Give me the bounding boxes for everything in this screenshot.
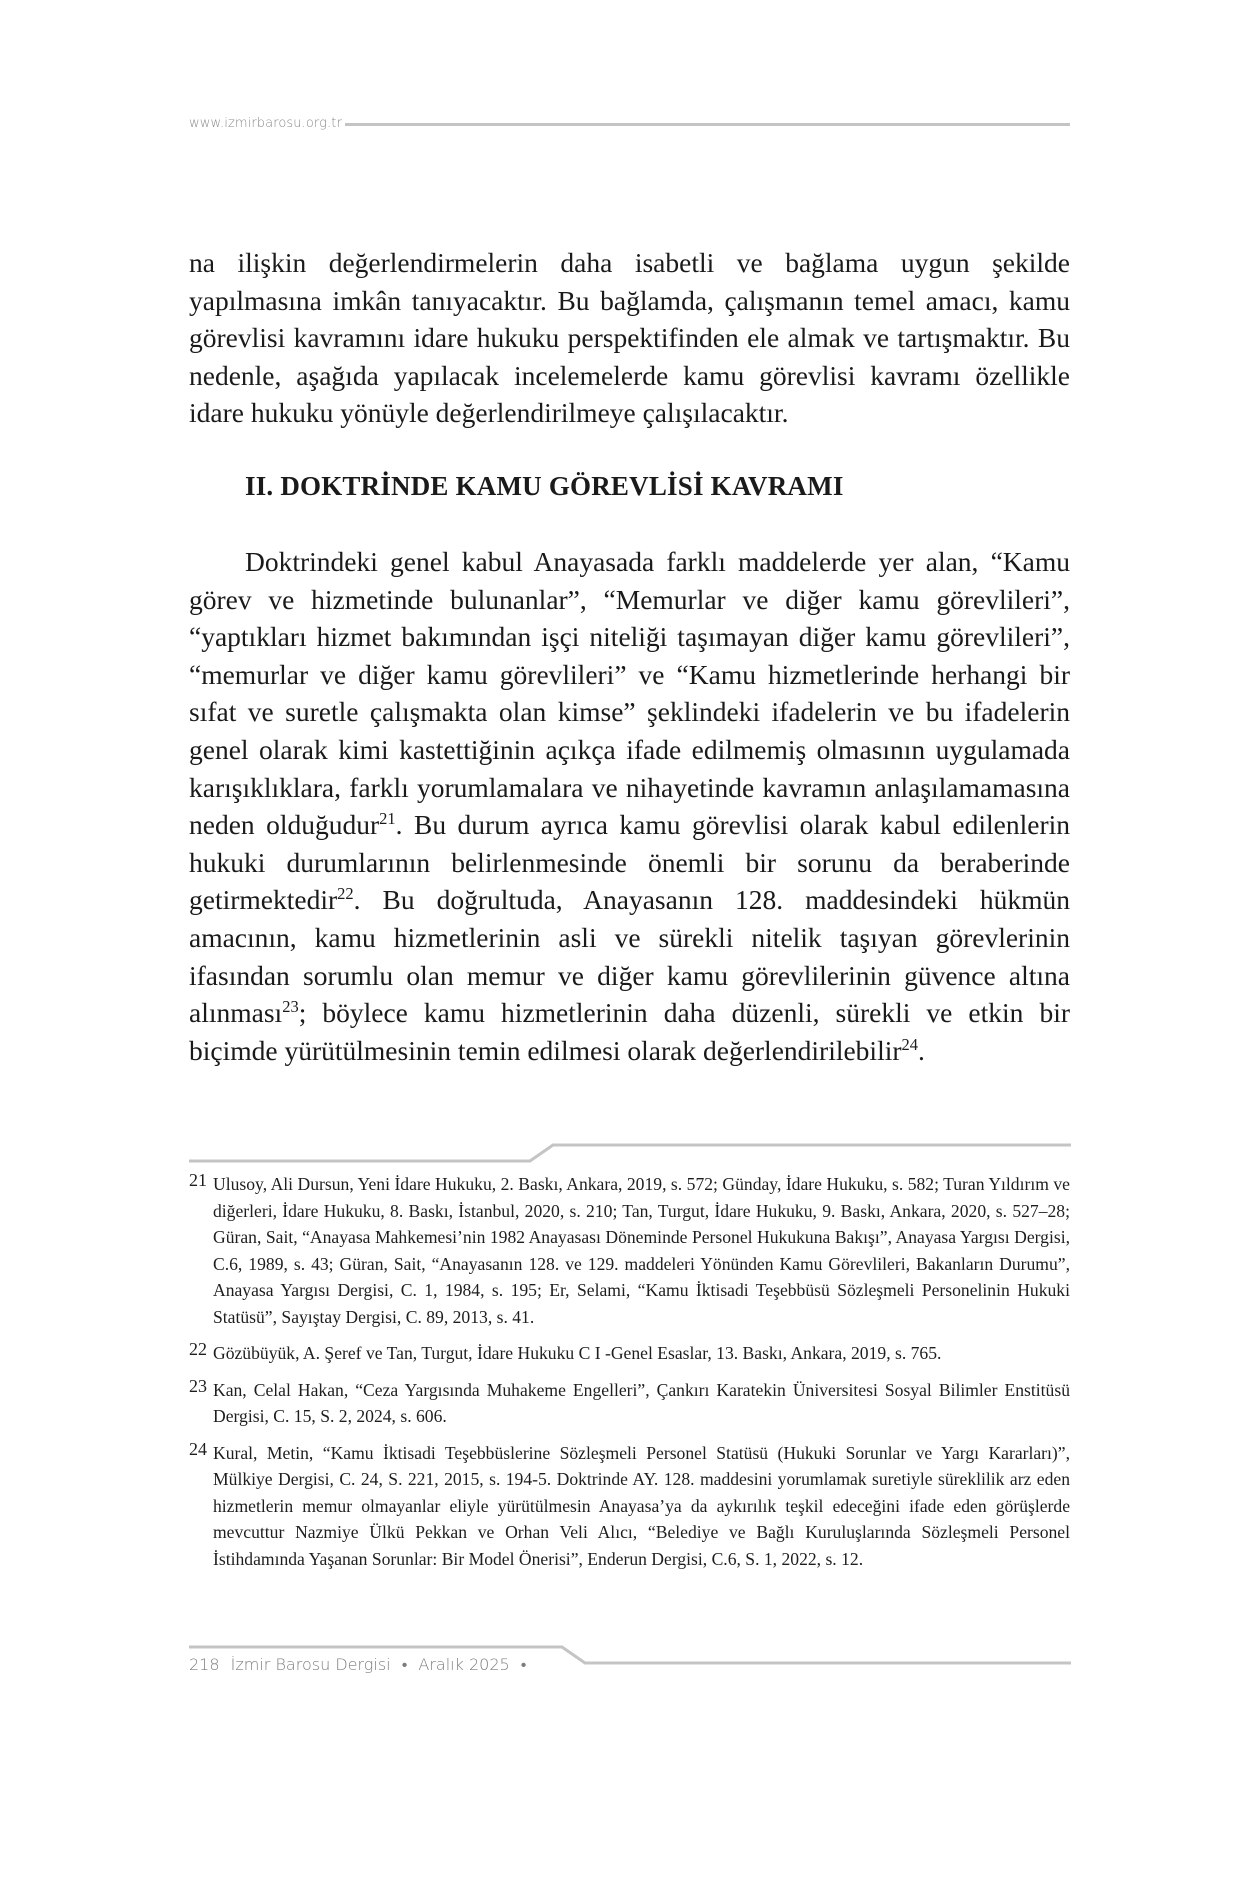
footnote-23 — [189, 1377, 1070, 1430]
footnote-text: Kan, Celal Hakan, “Ceza Yargısında Muhakeme Engelleri”, Çankırı Karatekin Üniversitesi Sosyal Bilimler Enstitüsü Dergisi, C. 15, S. 2, 2024, s. 606. — [213, 1379, 1070, 1426]
bullet-trailing: • — [520, 1655, 527, 1674]
main-paragraph-text-5: . — [918, 1034, 925, 1066]
footnote-text: Ulusoy, Ali Dursun, Yeni İdare Hukuku, 2. Baskı, Ankara, 2019, s. 572; Günday, İdare Hukuku, s. 582; Turan Yıldırım ve diğerleri, İdare Hukuku, 8. Baskı, İstanbul, 2020, s. 210; Tan, Turgut, İdare Hukuku, 9. Baskı, Ankara, 2020, s. 527–28; Güran, Sait, “Anayasa Mahkemesi’nin 1982 Anayasası Döneminde Personel Hukukuna Bakışı”, Anayasa Yargısı Dergisi, C.6, 1989, s. 43; Güran, Sait, “Anayasanın 128. ve 129. maddeleri Yönünden Kamu Görevlileri, Bakanların Durumu”, Anayasa Yargısı Dergisi, C. 1, 1984, s. 195; Er, Selami, “Kamu İktisadi Teşebbüsü Sözleşmeli Personelinin Hukuki Statüsü”, Sayıştay Dergisi, C. 89, 2013, s. 41. — [213, 1174, 1070, 1327]
header-rule — [345, 123, 1070, 126]
footnote-number: 22 — [189, 1339, 207, 1359]
issue-date: Aralık 2025 — [418, 1655, 510, 1674]
page-header — [189, 113, 1070, 133]
footnote-24 — [189, 1440, 1070, 1573]
bullet-separator: • — [401, 1655, 408, 1674]
footnote-text: Gözübüyük, A. Şeref ve Tan, Turgut, İdare Hukuku C I -Genel Esaslar, 13. Baskı, Ankara, 2019, s. 765. — [213, 1343, 942, 1363]
intro-paragraph: na ilişkin değerlendirmelerin daha isabetli ve bağlama uygun şekilde yapılmasına imkân tanıyacaktır. Bu bağlamda, çalışmanın temel amacı, kamu görevlisi kavramını idare hukuku perspektifinden ele almak ve tartışmaktır. Bu nedenle, aşağıda yapılacak incelemelerde kamu görevlisi kavramı özellikle idare hukuku yönüyle değerlendirilmeye çalışılacaktır. — [189, 247, 1070, 429]
footnote-21 — [189, 1171, 1070, 1330]
footnote-separator — [189, 1140, 1071, 1166]
main-paragraph-text-3: . Bu doğrultuda, Anayasanın 128. maddesindeki hükmün amacının, kamu hizmetlerinin asli ve sürekli nitelik taşıyan görevlerinin ifasından sorumlu olan memur ve diğer kamu görevlilerinin güvence altına alınması — [189, 884, 1070, 1029]
main-paragraph — [189, 543, 1070, 1069]
footnote-number: 21 — [189, 1170, 207, 1190]
footnote-ref-21[interactable]: 21 — [379, 808, 396, 828]
section-heading: II. DOKTRİNDE KAMU GÖREVLİSİ KAVRAMI — [245, 470, 844, 501]
main-paragraph-text-4: ; böylece kamu hizmetlerinin daha düzenli, sürekli ve etkin bir biçimde yürütülmesinin temin edilmesi olarak değerlendirilebilir — [189, 997, 1070, 1066]
page-footer — [189, 1655, 532, 1675]
body-text — [189, 244, 1070, 1069]
footnote-ref-24[interactable]: 24 — [901, 1034, 919, 1054]
journal-name: İzmir Barosu Dergisi — [230, 1655, 391, 1674]
footnote-number: 23 — [189, 1375, 207, 1396]
footnote-number: 24 — [189, 1438, 207, 1459]
footnote-text: Kural, Metin, “Kamu İktisadi Teşebbüslerine Sözleşmeli Personel Statüsü (Hukuki Sorunlar ve Yargı Kararları)”, Mülkiye Dergisi, C. 24, S. 221, 2015, s. 194-5. Doktrinde AY. 128. maddesini yorumlamak suretiyle süreklilik arz eden hizmetlerin memur olmayanlar eliyle yürütülmesin Anayasa’ya da aykırılık teşkil edeceğini ifade eden görüşlerde mevcuttur Nazmiye Ülkü Pekkan ve Orhan Veli Alıcı, “Belediye ve Bağlı Kuruluşlarında Sözleşmeli Personel İstihdamında Yaşanan Sorunlar: Bir Model Önerisi”, Enderun Dergisi, C.6, S. 1, 2022, s. 12. — [213, 1442, 1070, 1569]
header-url: www.izmirbarosu.org.tr — [189, 115, 342, 131]
footnote-ref-22[interactable]: 22 — [337, 884, 354, 904]
main-paragraph-text-1: Doktrindeki genel kabul Anayasada farklı maddelerde yer alan, “Kamu görev ve hizmetinde bulunanlar”, “Memurlar ve diğer kamu görevlileri”, “yaptıkları hizmet bakımından işçi niteliği taşımayan diğer kamu görevlileri”, “memurlar ve diğer kamu görevlileri” ve “Kamu hizmetlerinde herhangi bir sıfat ve suretle çalışmakta olan kimse” şeklindeki ifadelerin ve bu ifadelerin genel olarak kimi kastettiğinin açıkça ifade edilmemiş olmasının uygulamada karışıklıklara, farklı yorumlamalara ve nihayetinde kavramın anlaşılamamasına neden olduğudur — [189, 545, 1070, 841]
footnote-ref-23[interactable]: 23 — [282, 996, 299, 1016]
footnote-22 — [189, 1340, 1070, 1367]
page-number: 218 — [189, 1655, 220, 1674]
footnotes — [189, 1171, 1070, 1582]
main-paragraph-text-2: . Bu durum ayrıca kamu görevlisi olarak kabul edilenlerin hukuki durumlarının belirlenmesinde önemli bir sorunu da beraberinde getirmektedir — [189, 809, 1070, 916]
